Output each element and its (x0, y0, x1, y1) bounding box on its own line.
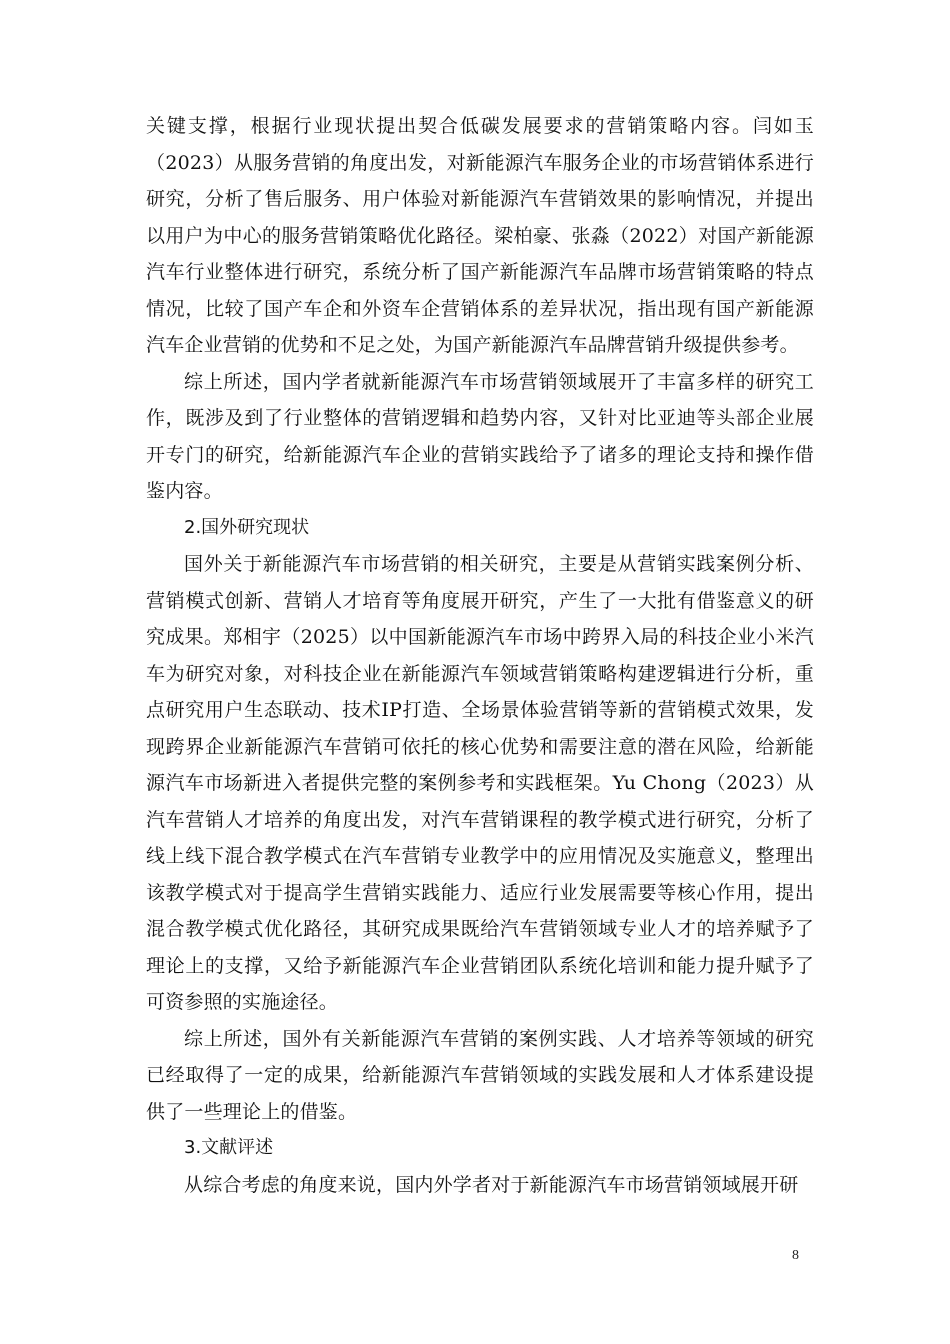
paragraph-continued: 关键支撑，根据行业现状提出契合低碳发展要求的营销策略内容。闫如玉（2023）从服务营销的角度出发，对新能源汽车服务企业的市场营销体系进行研究，分析了售后服务、用户体验对新能源汽车营销效果的影响情况，并提出以用户为中心的服务营销策略优化路径。梁柏豪、张淼（2022）对国产新能源汽车行业整体进行研究，系统分析了国产新能源汽车品牌市场营销策略的特点情况，比较了国产车企和外资车企营销体系的差异状况，指出现有国产新能源汽车企业营销的优势和不足之处，为国产新能源汽车品牌营销升级提供参考。 (146, 115, 814, 356)
page-number: 8 (792, 1248, 799, 1263)
paragraph-domestic-summary: 综上所述，国内学者就新能源汽车市场营销领域展开了丰富多样的研究工作，既涉及到了行业整体的营销逻辑和趋势内容，又针对比亚迪等头部企业展开专门的研究，给新能源汽车企业的营销实践给予了诸多的理论支持和操作借鉴内容。 (146, 370, 814, 502)
section-heading-foreign-research: 2.国外研究现状 (184, 516, 310, 538)
paragraph-literature-review: 从综合考虑的角度来说，国内外学者对于新能源汽车市场营销领域展开研 (184, 1173, 799, 1196)
body-text (146, 108, 814, 1203)
section-heading-literature-review: 3.文献评述 (184, 1137, 274, 1158)
paragraph-foreign-summary: 综上所述，国外有关新能源汽车营销的案例实践、人才培养等领域的研究已经取得了一定的成果，给新能源汽车营销领域的实践发展和人才体系建设提供了一些理论上的借鉴。 (146, 1027, 814, 1123)
paragraph-foreign-research: 国外关于新能源汽车市场营销的相关研究，主要是从营销实践案例分析、营销模式创新、营销人才培育等角度展开研究，产生了一大批有借鉴意义的研究成果。郑相宇（2025）以中国新能源汽车市场中跨界入局的科技企业小米汽车为研究对象，对科技企业在新能源汽车领域营销策略构建逻辑进行分析，重点研究用户生态联动、技术IP打造、全场景体验营销等新的营销模式效果，发现跨界企业新能源汽车营销可依托的核心优势和需要注意的潜在风险，给新能源汽车市场新进入者提供完整的案例参考和实践框架。Yu Chong（2023）从汽车营销人才培养的角度出发，对汽车营销课程的教学模式进行研究，分析了线上线下混合教学模式在汽车营销专业教学中的应用情况及实施意义，整理出该教学模式对于提高学生营销实践能力、适应行业发展需要等核心作用，提出混合教学模式优化路径，其研究成果既给汽车营销领域专业人才的培养赋予了理论上的支撑，又给予新能源汽车企业营销团队系统化培训和能力提升赋予了可资参照的实施途径。 (146, 553, 814, 1013)
